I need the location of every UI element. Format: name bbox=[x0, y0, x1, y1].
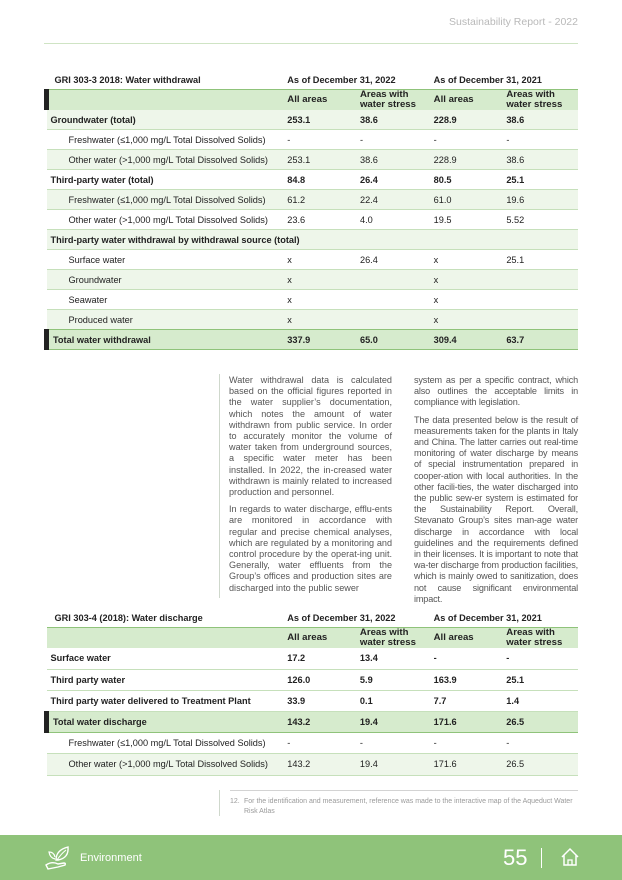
cell: 253.1 bbox=[283, 110, 356, 130]
row-label: Surface water bbox=[47, 250, 284, 270]
table-row bbox=[47, 753, 579, 775]
cell: 38.6 bbox=[502, 110, 578, 130]
table-row bbox=[47, 230, 579, 250]
cell: - bbox=[430, 130, 503, 150]
cell: - bbox=[502, 130, 578, 150]
row-label: Freshwater (≤1,000 mg/L Total Dissolved Solids) bbox=[47, 190, 284, 210]
cell bbox=[356, 310, 430, 330]
table-caption-row bbox=[47, 608, 579, 628]
cell: 38.6 bbox=[356, 110, 430, 130]
cell: x bbox=[430, 270, 503, 290]
period-2022: As of December 31, 2022 bbox=[287, 612, 396, 623]
table-header-row bbox=[47, 90, 579, 111]
cell: 0.1 bbox=[356, 690, 430, 711]
leaf-hand-icon bbox=[44, 845, 72, 871]
cell bbox=[502, 310, 578, 330]
cell: - bbox=[430, 732, 503, 753]
row-label: Third party water bbox=[47, 669, 284, 690]
total-row bbox=[47, 711, 579, 732]
row-label: Groundwater (total) bbox=[47, 110, 284, 130]
cell: 253.1 bbox=[283, 150, 356, 170]
cell: - bbox=[356, 732, 430, 753]
cell: 228.9 bbox=[430, 110, 503, 130]
col-all-areas: All areas bbox=[430, 628, 503, 649]
cell: 1.4 bbox=[502, 690, 578, 711]
cell: 5.9 bbox=[356, 669, 430, 690]
cell: 63.7 bbox=[502, 330, 578, 350]
row-label: Third-party water withdrawal by withdrawal source (total) bbox=[47, 230, 579, 250]
total-row bbox=[47, 330, 579, 350]
table-caption: GRI 303-3 2018: Water withdrawal bbox=[54, 74, 201, 85]
col-all-areas: All areas bbox=[430, 90, 503, 111]
home-icon[interactable] bbox=[560, 847, 580, 867]
footer-separator bbox=[541, 848, 542, 868]
footnote-text: For the identification and measurement, reference was made to the interactive map of the Aqueduct Water Risk Atlas bbox=[244, 798, 573, 815]
cell: 65.0 bbox=[356, 330, 430, 350]
cell: 26.4 bbox=[356, 170, 430, 190]
period-2021: As of December 31, 2021 bbox=[433, 612, 542, 623]
table-row bbox=[47, 732, 579, 753]
section-name: Environment bbox=[80, 852, 142, 864]
cell: 19.4 bbox=[356, 753, 430, 775]
table-row bbox=[47, 310, 579, 330]
cell: x bbox=[283, 310, 356, 330]
column-divider bbox=[219, 374, 220, 598]
paragraph: Water withdrawal data is calculated based on the official figures reported in the water supplier’s documentation, which notes the amount of water withdrawn from public service. In order to accurately monitor the volume of water taken from underground sources, a specific water meter has been installed. In 2022, the in-creased water withdrawn is mainly related to increased production and personnel. bbox=[229, 375, 392, 498]
table-caption: GRI 303-4 (2018): Water discharge bbox=[54, 612, 203, 623]
col-water-stress: Areas with water stress bbox=[502, 90, 578, 111]
footnote-number: 12. bbox=[230, 798, 240, 805]
row-label: Total water discharge bbox=[47, 711, 284, 732]
paragraph: The data presented below is the result of measurements taken for the plants in Italy and China. The latter carries out real-time monitoring of water discharge by means of special instrumentation prepared in cooper-ation with local authorities. In the other facili-ties, the water discharged into the public sew-er system is estimated for the Sustainability Report. Overall, Stevanato Group’s sites man-age water discharge in accordance with local guidelines and the requirements defined in their licenses. It is important to note that wa-ter discharge from production facilities, which is mainly owed to sanitization, does not cause significant environmental impact. bbox=[414, 414, 578, 604]
cell: 25.1 bbox=[502, 250, 578, 270]
cell: 26.5 bbox=[502, 753, 578, 775]
cell: 25.1 bbox=[502, 170, 578, 190]
cell: 7.7 bbox=[430, 690, 503, 711]
row-label: Groundwater bbox=[47, 270, 284, 290]
cell: 84.8 bbox=[283, 170, 356, 190]
paragraph: In regards to water discharge, efflu-ents are monitored in accordance with regular and precise chemical analyses, which are regulated by a monitoring and control procedure by the operat-ing unit. Generally, water effluents from the Group’s offices and production sites are discharged into the public sewer bbox=[229, 504, 392, 593]
cell: 5.52 bbox=[502, 210, 578, 230]
table-row bbox=[47, 690, 579, 711]
header-spacer bbox=[47, 628, 284, 649]
col-water-stress: Areas with water stress bbox=[502, 628, 578, 649]
cell: 171.6 bbox=[430, 753, 503, 775]
row-label: Third-party water (total) bbox=[47, 170, 284, 190]
cell: 33.9 bbox=[283, 690, 356, 711]
table-row bbox=[47, 190, 579, 210]
table-row bbox=[47, 250, 579, 270]
cell: 228.9 bbox=[430, 150, 503, 170]
text-column-left bbox=[229, 375, 392, 600]
header-spacer bbox=[47, 90, 284, 111]
row-label: Third party water delivered to Treatment Plant bbox=[47, 690, 284, 711]
cell: 19.5 bbox=[430, 210, 503, 230]
report-title: Sustainability Report - 2022 bbox=[449, 16, 578, 28]
cell: 143.2 bbox=[283, 711, 356, 732]
footnote-rule bbox=[230, 790, 578, 791]
table-row bbox=[47, 170, 579, 190]
cell bbox=[502, 290, 578, 310]
table-row bbox=[47, 150, 579, 170]
cell bbox=[356, 290, 430, 310]
cell: - bbox=[283, 732, 356, 753]
cell: 38.6 bbox=[502, 150, 578, 170]
text-column-right bbox=[414, 375, 578, 611]
period-2022: As of December 31, 2022 bbox=[287, 74, 396, 85]
cell: 26.5 bbox=[502, 711, 578, 732]
table-row bbox=[47, 110, 579, 130]
paragraph: system as per a specific contract, which also outlines the acceptable limits in compliance with legislation. bbox=[414, 375, 578, 408]
table-row bbox=[47, 270, 579, 290]
table-caption-row bbox=[47, 70, 579, 90]
cell bbox=[502, 270, 578, 290]
row-label: Surface water bbox=[47, 648, 284, 669]
cell: 171.6 bbox=[430, 711, 503, 732]
cell: x bbox=[283, 250, 356, 270]
cell: 26.4 bbox=[356, 250, 430, 270]
footnote-divider bbox=[219, 790, 220, 816]
cell: - bbox=[283, 130, 356, 150]
cell: 143.2 bbox=[283, 753, 356, 775]
col-all-areas: All areas bbox=[283, 90, 356, 111]
row-label: Other water (>1,000 mg/L Total Dissolved Solids) bbox=[47, 210, 284, 230]
cell: 19.6 bbox=[502, 190, 578, 210]
footnote bbox=[230, 797, 578, 817]
table-row bbox=[47, 648, 579, 669]
row-label: Freshwater (≤1,000 mg/L Total Dissolved Solids) bbox=[47, 130, 284, 150]
cell: 13.4 bbox=[356, 648, 430, 669]
cell: 23.6 bbox=[283, 210, 356, 230]
top-divider bbox=[44, 43, 578, 44]
table-row bbox=[47, 210, 579, 230]
cell: - bbox=[356, 130, 430, 150]
cell: 337.9 bbox=[283, 330, 356, 350]
water-discharge-table bbox=[44, 608, 578, 776]
row-label: Other water (>1,000 mg/L Total Dissolved Solids) bbox=[47, 150, 284, 170]
cell: 61.2 bbox=[283, 190, 356, 210]
cell: x bbox=[283, 270, 356, 290]
page-number: 55 bbox=[503, 845, 528, 870]
cell: x bbox=[430, 310, 503, 330]
table-row bbox=[47, 669, 579, 690]
row-label: Total water withdrawal bbox=[47, 330, 284, 350]
cell: x bbox=[430, 290, 503, 310]
table-row bbox=[47, 130, 579, 150]
cell: - bbox=[502, 648, 578, 669]
cell: 126.0 bbox=[283, 669, 356, 690]
cell: 80.5 bbox=[430, 170, 503, 190]
cell bbox=[356, 270, 430, 290]
row-label: Other water (>1,000 mg/L Total Dissolved Solids) bbox=[47, 753, 284, 775]
water-withdrawal-table bbox=[44, 70, 578, 350]
cell: x bbox=[430, 250, 503, 270]
table-header-row bbox=[47, 628, 579, 649]
cell: 19.4 bbox=[356, 711, 430, 732]
cell: 17.2 bbox=[283, 648, 356, 669]
period-2021: As of December 31, 2021 bbox=[433, 74, 542, 85]
cell: 61.0 bbox=[430, 190, 503, 210]
row-label: Freshwater (≤1,000 mg/L Total Dissolved Solids) bbox=[47, 732, 284, 753]
cell: - bbox=[502, 732, 578, 753]
col-water-stress: Areas with water stress bbox=[356, 628, 430, 649]
col-water-stress: Areas with water stress bbox=[356, 90, 430, 111]
col-all-areas: All areas bbox=[283, 628, 356, 649]
cell: 163.9 bbox=[430, 669, 503, 690]
cell: x bbox=[283, 290, 356, 310]
table-row bbox=[47, 290, 579, 310]
row-label: Seawater bbox=[47, 290, 284, 310]
cell: 22.4 bbox=[356, 190, 430, 210]
footer-band bbox=[0, 835, 622, 880]
cell: 25.1 bbox=[502, 669, 578, 690]
cell: 309.4 bbox=[430, 330, 503, 350]
row-label: Produced water bbox=[47, 310, 284, 330]
cell: 4.0 bbox=[356, 210, 430, 230]
cell: - bbox=[430, 648, 503, 669]
cell: 38.6 bbox=[356, 150, 430, 170]
